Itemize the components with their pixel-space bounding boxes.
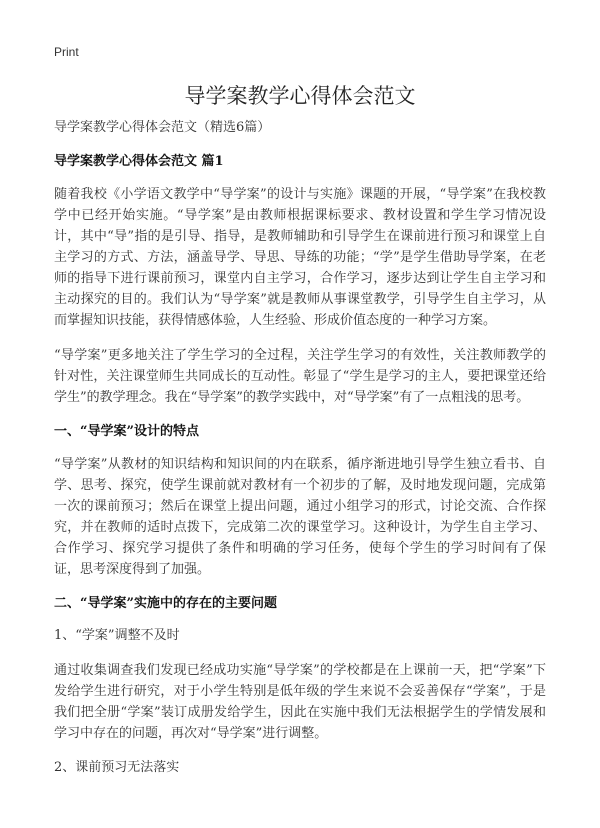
- heading-main-problems: 二、“导学案”实施中的存在的主要问题: [54, 596, 277, 611]
- list-item-2: 2、课前预习无法落实: [54, 760, 180, 775]
- paragraph-4: 通过收集调查我们发现已经成功实施“导学案”的学校都是在上课前一天，把“学案”下发给学生进行研究，对于小学生特别是低年级的学生来说不会妥善保存“学案”，于是我们把全册“学案”装订成册发给学生，因此在实施中我们无法根据学生的学情发展和学习中存在的问题，再次对“导学案”进行调整。: [54, 663, 546, 741]
- print-link[interactable]: Print: [54, 45, 79, 59]
- article-subtitle: 导学案教学心得体会范文（精选6篇）: [54, 120, 271, 135]
- article-body: [54, 118, 546, 792]
- heading-design-features: 一、“导学案”设计的特点: [54, 424, 199, 439]
- paragraph-3: “导学案”从教材的知识结构和知识间的内在联系，循序渐进地引导学生独立看书、自学、思考、探究，使学生课前就对教材有一个初步的了解，及时地发现问题，完成第一次的课前预习；然后在课堂上提出问题，通过小组学习的形式，讨论交流、合作探究，并在教师的适时点拨下，完成第二次的课堂学习。这种设计，为学生自主学习、合作学习、探究学习提供了条件和明确的学习任务，使每个学生的学习时间有了保证，思考深度得到了加强。: [54, 457, 546, 577]
- section-heading: 导学案教学心得体会范文 篇1: [54, 154, 224, 169]
- paragraph-2: “导学案”更多地关注了学生学习的全过程，关注学生学习的有效性，关注教师教学的针对性，关注课堂师生共同成长的互动性。彰显了“学生是学习的主人，要把课堂还给学生”的教学理念。我在“导学案”的教学实践中，对“导学案”有了一点粗浅的思考。: [54, 348, 546, 405]
- paragraph-1: 随着我校《小学语文教学中“导学案”的设计与实施》课题的开展，“导学案”在我校教学中已经开始实施。“导学案”是由教师根据课标要求、教材设置和学生学习情况设计，其中“导”指的是引导、指导，是教师辅助和引导学生在课前进行预习和课堂上自主学习的方式、方法，涵盖导学、导思、导练的功能；“学”是学生借助导学案，在老师的指导下进行课前预习，课堂内自主学习，合作学习，逐步达到让学生自主学习和主动探究的目的。我们认为“导学案”就是教师从事课堂教学，引导学生自主学习，从而掌握知识技能，获得情感体验，人生经验、形成价值态度的一种学习方案。: [54, 187, 546, 328]
- page-title: 导学案教学心得体会范文: [184, 84, 416, 108]
- list-item-1: 1、“学案”调整不及时: [54, 628, 180, 643]
